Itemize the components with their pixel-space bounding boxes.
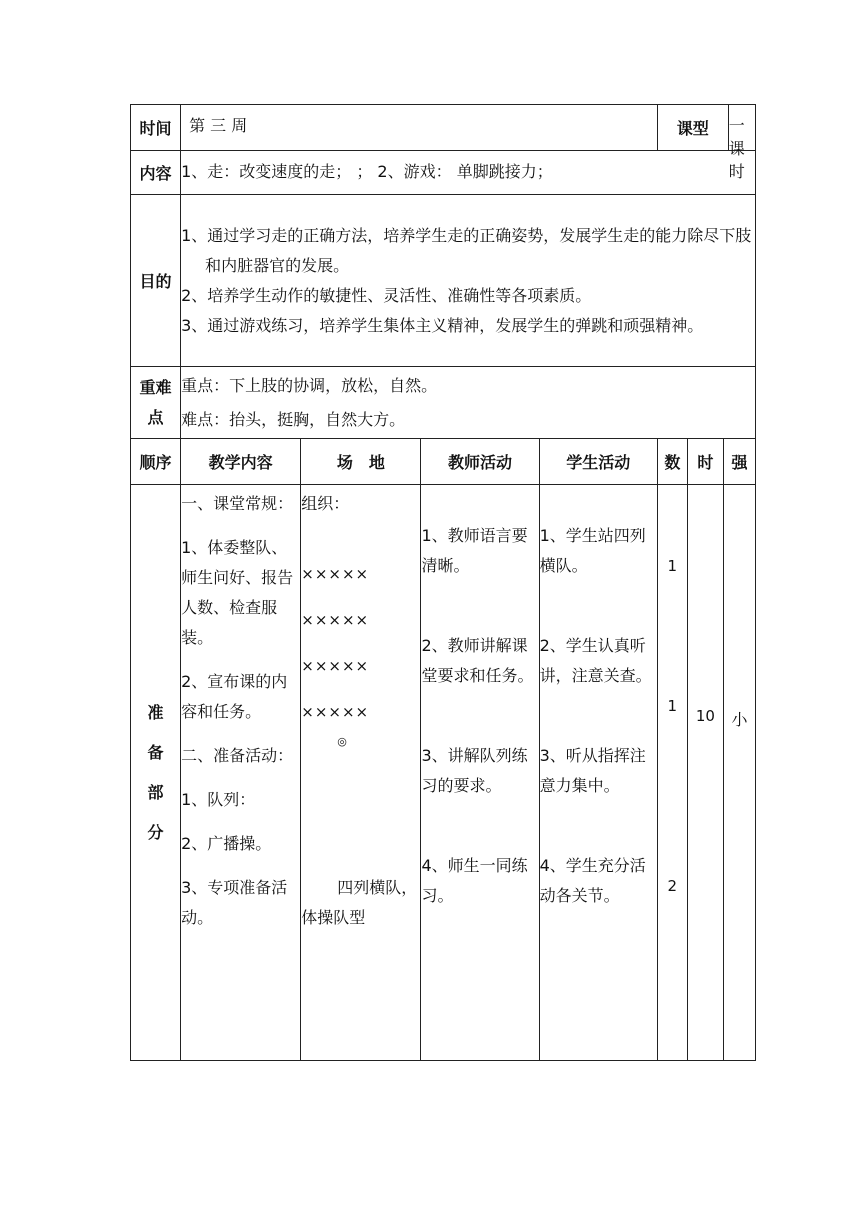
formation-row: ××××× <box>301 657 370 675</box>
col-teacher: 教师活动 <box>421 439 539 485</box>
col-intensity: 强 <box>723 439 755 485</box>
section-intensity: 小 <box>723 485 755 1061</box>
content-value: 1、走：改变速度的走； ； 2、游戏： 单脚跳接力； <box>181 151 756 195</box>
time-value: 第 三 周 <box>189 116 248 135</box>
field-org: 组织： <box>301 494 350 513</box>
content-label: 内容 <box>131 151 181 195</box>
time-label: 时间 <box>131 105 181 151</box>
section-count: 1 1 2 <box>657 485 687 1061</box>
key-point: 重点：下上肢的协调，放松，自然。 <box>181 375 438 395</box>
lesson-plan-table <box>130 104 756 1061</box>
col-time: 时 <box>687 439 723 485</box>
time-row <box>131 105 756 151</box>
teacher-position-symbol: ◎ <box>337 735 347 748</box>
formation-row: ××××× <box>301 565 370 583</box>
keypoints-row <box>131 367 756 439</box>
section-content: 一、课堂常规： 1、体委整队、师生问好、报告人数、检查服装。 2、宣布课的内容和任务。 二、准备活动： 1、队列： 2、广播操。 3、专项准备活动。 <box>181 485 301 1061</box>
formation-row: ××××× <box>301 703 370 721</box>
prep-section-row <box>131 485 756 1061</box>
goal-label: 目的 <box>131 195 181 367</box>
section-student: 1、学生站四列横队。 2、学生认真听讲，注意关查。 3、听从指挥注意力集中。 4、学生充分活动各关节。 <box>539 485 657 1061</box>
section-teacher: 1、教师语言要清晰。 2、教师讲解课堂要求和任务。 3、讲解队列练习的要求。 4、师生一同练习。 <box>421 485 539 1061</box>
col-order: 顺序 <box>131 439 181 485</box>
content-row <box>131 151 756 195</box>
goal-item: 3、通过游戏练习，培养学生集体主义精神，发展学生的弹跳和顽强精神。 <box>181 315 704 335</box>
column-header-row <box>131 439 756 485</box>
col-content: 教学内容 <box>181 439 301 485</box>
keypoints-label: 重难点 <box>131 367 181 439</box>
goal-item: 1、通过学习走的正确方法，培养学生走的正确姿势，发展学生走的能力除尽下肢和内脏器官的发展。 <box>181 225 752 275</box>
section-time: 10 <box>687 485 723 1061</box>
formation-row: ××××× <box>301 611 370 629</box>
goal-item: 2、培养学生动作的敏捷性、灵活性、准确性等各项素质。 <box>181 285 592 305</box>
section-label: 准 备 部 分 <box>131 485 181 1061</box>
field-note: 四列横队，体操队型 <box>301 878 418 927</box>
type-value: 一课时 <box>728 116 745 181</box>
goal-row <box>131 195 756 367</box>
type-label: 课型 <box>658 105 729 150</box>
col-field: 场 地 <box>301 439 421 485</box>
col-student: 学生活动 <box>539 439 657 485</box>
difficult-point: 难点：抬头，挺胸，自然大方。 <box>181 409 406 429</box>
section-field <box>301 485 421 1061</box>
col-count: 数 <box>657 439 687 485</box>
